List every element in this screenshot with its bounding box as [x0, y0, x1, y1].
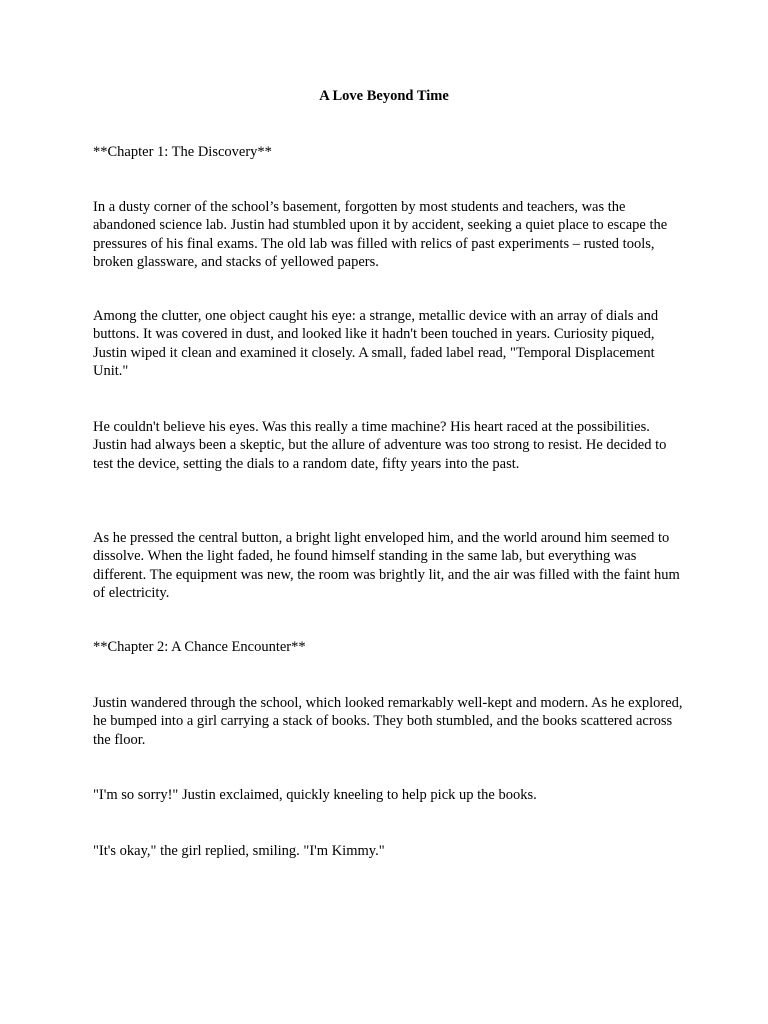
chapter-2-heading: **Chapter 2: A Chance Encounter** — [93, 639, 306, 655]
paragraph: In a dusty corner of the school’s basement, forgotten by most students and teachers, was the abandoned science lab. Justin had stumbled upon it by accident, seeking a quiet place to escape the pressures of his final exams. The old lab was filled with relics of past experiments – rusted tools, broken glassware, and stacks of yellowed papers. — [93, 199, 668, 270]
paragraph: "I'm so sorry!" Justin exclaimed, quickly kneeling to help pick up the books. — [93, 787, 537, 803]
paragraph: Justin wandered through the school, which looked remarkably well-kept and modern. As he explored, he bumped into a girl carrying a stack of books. They both stumbled, and the books scattered across the floor. — [93, 695, 683, 748]
document-title: A Love Beyond Time — [319, 88, 449, 104]
paragraph: As he pressed the central button, a bright light enveloped him, and the world around him seemed to dissolve. When the light faded, he found himself standing in the same lab, but everything was different. The equipment was new, the room was brightly lit, and the air was filled with the faint hum of electricity. — [93, 530, 680, 601]
paragraph: Among the clutter, one object caught his eye: a strange, metallic device with an array of dials and buttons. It was covered in dust, and looked like it hadn't been touched in years. Curiosity piqued, Justin wiped it clean and examined it closely. A small, faded label read, "Temporal Displacement Unit." — [93, 308, 659, 379]
paragraph: He couldn't believe his eyes. Was this really a time machine? His heart raced at the possibilities. Justin had always been a skeptic, but the allure of adventure was too strong to resist. He decided to test the device, setting the dials to a random date, fifty years into the past. — [93, 419, 667, 472]
chapter-1-heading: **Chapter 1: The Discovery** — [93, 144, 272, 160]
paragraph: "It's okay," the girl replied, smiling. "I'm Kimmy." — [93, 843, 385, 859]
